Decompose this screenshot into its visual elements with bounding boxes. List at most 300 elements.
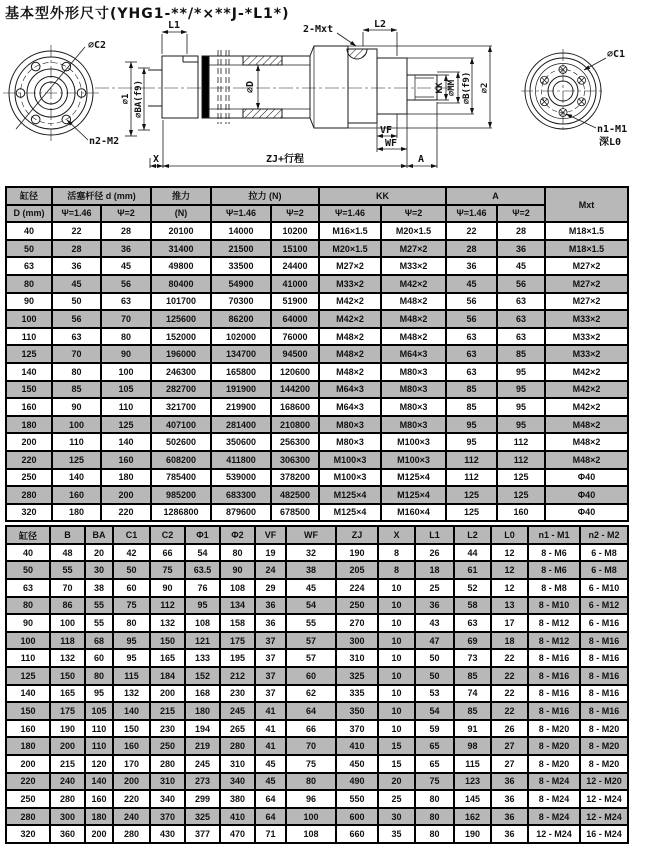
table-cell: 985200 [151,486,211,504]
c1-label: ∅C1 [607,49,626,60]
column-header: A [446,187,545,205]
table-cell: Φ40 [545,469,628,487]
table-cell: 22 [52,222,101,240]
table-cell: 200 [6,433,52,451]
table-cell: 125 [497,469,545,487]
table-row [6,240,628,258]
table-cell: 220 [113,790,150,808]
table-row [6,416,628,434]
table-cell: 110 [101,398,151,416]
column-header: 缸径 [6,187,52,205]
table-cell: 19 [255,544,286,562]
column-header: L0 [491,526,528,544]
column-header: D (mm) [6,205,52,223]
table-cell: 25 [378,790,415,808]
table-cell: 90 [220,561,255,579]
table-cell: 8 - M20 [580,755,628,773]
table-cell: 63 [6,257,52,275]
table-cell: 1286800 [151,504,211,522]
table-cell: 95 [497,381,545,399]
table-cell: 162 [454,808,491,826]
l2-label: L2 [373,19,387,30]
table-cell: 60 [113,579,150,597]
table-cell: 380 [220,790,255,808]
table2-body [6,544,628,843]
table-cell: 8 - M16 [528,702,580,720]
table-cell: 75 [150,561,185,579]
table-cell: M33×2 [381,257,446,275]
table-cell: 42 [113,544,150,562]
table-row [6,790,628,808]
column-header: Ψ=1.46 [211,205,271,223]
table-cell: 160 [52,486,101,504]
table-cell: 37 [255,632,286,650]
table-cell: 80 [415,808,454,826]
table-cell: 280 [6,486,52,504]
table-cell: 56 [101,275,151,293]
table-cell: 108 [286,825,336,843]
table-cell: M33×2 [545,345,628,363]
table-cell: 6 - M10 [580,579,628,597]
table-row [6,310,628,328]
table-row [6,275,628,293]
column-header: Ψ=1.46 [446,205,497,223]
table-cell: 190 [454,825,491,843]
wf-label: WF [384,138,398,149]
table-cell: 64 [255,808,286,826]
table-cell: M125×4 [381,486,446,504]
technical-drawing [0,16,650,186]
table-row [6,398,628,416]
table-cell: 115 [454,755,491,773]
drawing-labels [88,19,627,165]
table-row [6,737,628,755]
table-row [6,614,628,632]
table-row [6,345,628,363]
table-cell: 170 [113,755,150,773]
table-cell: M48×2 [545,433,628,451]
table-cell: 55 [50,561,85,579]
table-cell: 470 [220,825,255,843]
table-cell: 33500 [211,257,271,275]
table-cell: 125 [446,486,497,504]
table-cell: 51900 [271,293,319,311]
table-cell: 75 [286,755,336,773]
table-cell: 63 [446,345,497,363]
table-cell: M27×2 [381,240,446,258]
table-cell: M80×3 [381,363,446,381]
column-header: BA [85,526,113,544]
table-cell: 125600 [151,310,211,328]
table-cell: 8 - M20 [528,755,580,773]
table-row [6,720,628,738]
table-cell: 8 - M16 [580,667,628,685]
mounting-flange [162,56,198,118]
table-cell: M80×3 [381,398,446,416]
phi1-label: ∅1 [121,93,131,105]
column-header: 缸径 [6,526,50,544]
table-cell: 310 [336,649,378,667]
table-cell: M42×2 [319,293,381,311]
table-cell: 200 [150,685,185,703]
table-cell: 140 [85,773,113,791]
table-cell: 60 [286,667,336,685]
table-cell: 105 [101,381,151,399]
table-cell: 250 [150,737,185,755]
front-flange-view [521,49,606,133]
table-cell: 63.5 [185,561,220,579]
table-cell: 80 [6,597,50,615]
table-cell: 205 [336,561,378,579]
table-cell: 65 [415,737,454,755]
table-cell: 47 [415,632,454,650]
table-cell: 55 [85,614,113,632]
table-cell: 50 [6,240,52,258]
table-cell: 683300 [211,486,271,504]
table-cell: M42×2 [545,381,628,399]
table-cell: 41 [255,737,286,755]
table-cell: 64000 [271,310,319,328]
table-cell: 49800 [151,257,211,275]
column-header: C1 [113,526,150,544]
table-cell: 26 [415,544,454,562]
table-cell: 65 [415,755,454,773]
table-cell: 125 [446,504,497,522]
table-cell: 212 [220,667,255,685]
table-cell: 80 [101,328,151,346]
table-cell: M48×2 [319,363,381,381]
table-cell: 105 [85,702,113,720]
column-header: WF [286,526,336,544]
table-cell: 132 [113,685,150,703]
table-cell: 160 [6,398,52,416]
table-cell: 8 [378,561,415,579]
table-cell: 27 [491,737,528,755]
column-header: L2 [454,526,491,544]
table-cell: 12 [491,561,528,579]
table-cell: 35 [378,825,415,843]
table-cell: 112 [446,451,497,469]
table-cell: 299 [185,790,220,808]
table-cell: 502600 [151,433,211,451]
mm-label: ∅MM [447,79,457,97]
table-cell: 482500 [271,486,319,504]
table-cell: 450 [336,755,378,773]
table-cell: 140 [113,702,150,720]
table-cell: 215 [150,702,185,720]
column-header: Φ1 [185,526,220,544]
table-cell: M27×2 [545,275,628,293]
table-cell: M42×2 [381,275,446,293]
table-cell: 678500 [271,504,319,522]
table-cell: 74 [454,685,491,703]
table-cell: 430 [150,825,185,843]
table-cell: M48×2 [381,328,446,346]
table-cell: 121 [185,632,220,650]
table-cell: 80 [52,363,101,381]
column-header: VF [255,526,286,544]
table-cell: 56 [52,310,101,328]
table-cell: 320 [6,504,52,522]
table-cell: 8 - M24 [528,773,580,791]
table-cell: 230 [150,720,185,738]
table-cell: 600 [336,808,378,826]
table-cell: 210800 [271,416,319,434]
table-cell: 76000 [271,328,319,346]
table-cell: 200 [113,773,150,791]
table-cell: 8 - M16 [528,649,580,667]
table-cell: 112 [497,433,545,451]
table-cell: 28 [446,240,497,258]
table-cell: 240 [50,773,85,791]
table-cell: 250 [6,790,50,808]
table-cell: M27×2 [319,257,381,275]
table-cell: 240 [113,808,150,826]
table-cell: 15 [378,737,415,755]
table-row [6,381,628,399]
phi2-label: ∅2 [480,82,490,94]
table-cell: M42×2 [319,310,381,328]
table-cell: 160 [113,737,150,755]
port-2mxt [347,49,367,59]
table-cell: 270 [336,614,378,632]
table-cell: 95 [113,649,150,667]
table-cell: 220 [101,504,151,522]
table-cell: 8 - M16 [528,667,580,685]
table-cell: 70 [50,579,85,597]
table-cell: 27 [491,755,528,773]
table-cell: 95 [497,416,545,434]
table-cell: 300 [50,808,85,826]
table-cell: 110 [6,328,52,346]
table-cell: 112 [150,597,185,615]
table-cell: 340 [220,773,255,791]
table-cell: 36 [415,597,454,615]
table-cell: 100 [52,416,101,434]
table-cell: M27×2 [545,293,628,311]
table-cell: 36 [497,240,545,258]
rear-flange-view [3,45,99,141]
table-cell: 140 [6,685,50,703]
column-header: Ψ=1.46 [319,205,381,223]
table-cell: 6 - M16 [580,614,628,632]
table-cell: 196000 [151,345,211,363]
table-cell: 350600 [211,433,271,451]
table-cell: 95 [85,685,113,703]
table-cell: 36 [491,825,528,843]
table-cell: M18×1.5 [545,240,628,258]
table-cell: 6 - M8 [580,544,628,562]
table-cell: 110 [85,737,113,755]
table-cell: 45 [497,257,545,275]
table-cell: 108 [185,614,220,632]
table-cell: 44 [454,544,491,562]
table-cell: 70300 [211,293,271,311]
table-cell: 80 [286,773,336,791]
table-cell: 80 [415,825,454,843]
table-cell: 6 - M12 [580,597,628,615]
table-cell: 140 [101,433,151,451]
table-cell: 224 [336,579,378,597]
table-cell: 194 [185,720,220,738]
table-cell: 36 [255,597,286,615]
table-cell: 94500 [271,345,319,363]
table-cell: 66 [286,720,336,738]
table-cell: 200 [50,737,85,755]
table-cell: 90 [101,345,151,363]
column-header: ZJ [336,526,378,544]
table-cell: 180 [6,737,50,755]
table-cell: 321700 [151,398,211,416]
table-cell: 150 [6,381,52,399]
table-cell: 220 [6,451,52,469]
table-cell: 8 - M24 [528,808,580,826]
table-cell: 490 [336,773,378,791]
table-cell: 410 [220,808,255,826]
table-row [6,544,628,562]
table-cell: 16 - M24 [580,825,628,843]
table-cell: 220 [6,773,50,791]
table-cell: 265 [220,720,255,738]
table-row [6,773,628,791]
n1-m1-label: n1-M1 [597,124,628,135]
table-cell: 36 [255,614,286,632]
table-cell: 660 [336,825,378,843]
table-cell: 22 [491,702,528,720]
table-cell: 101700 [151,293,211,311]
table-cell: 80 [113,614,150,632]
table-cell: 95 [446,433,497,451]
table-cell: 152000 [151,328,211,346]
table-cell: 245 [185,755,220,773]
table-cell: M100×3 [319,451,381,469]
table-cell: 350 [336,702,378,720]
table-cell: M80×3 [381,381,446,399]
table-cell: 360 [50,825,85,843]
table-cell: M48×2 [381,293,446,311]
table-cell: 280 [50,790,85,808]
table-cell: 80 [85,667,113,685]
table-cell: 190 [336,544,378,562]
table-cell: 22 [491,667,528,685]
table-cell: 152 [185,667,220,685]
table-cell: 31400 [151,240,211,258]
column-header: 活塞杆径 d (mm) [52,187,151,205]
table-cell: M42×2 [545,398,628,416]
table-cell: 215 [50,755,85,773]
table-cell: 45 [255,773,286,791]
table-cell: 28 [101,222,151,240]
table-cell: 15100 [271,240,319,258]
table-cell: M16×1.5 [319,222,381,240]
table-cell: 8 - M12 [528,632,580,650]
table-cell: 168 [185,685,220,703]
table-cell: 95 [113,632,150,650]
table-row [6,451,628,469]
table-cell: 256300 [271,433,319,451]
table-cell: 40 [6,544,50,562]
column-header: Ψ=1.46 [52,205,101,223]
table-cell: 90 [150,579,185,597]
table-cell: 10 [378,579,415,597]
table-cell: 320 [6,825,50,843]
table-cell: 158 [220,614,255,632]
table-cell: 85 [52,381,101,399]
table-cell: 96 [286,790,336,808]
table-cell: 36 [491,773,528,791]
table-cell: 125 [497,486,545,504]
table-cell: 54 [415,702,454,720]
table-cell: 29 [255,579,286,597]
column-header: Φ2 [220,526,255,544]
table-cell: 14000 [211,222,271,240]
table-cell: 91 [454,720,491,738]
column-header: 拉力 (N) [211,187,319,205]
table-row [6,755,628,773]
table-cell: 180 [101,469,151,487]
table-cell: M33×2 [545,328,628,346]
table-cell: 165 [150,649,185,667]
table-cell: 145 [454,790,491,808]
c1-leader-line [584,58,606,70]
table-cell: 98 [454,737,491,755]
table-cell: 50 [113,561,150,579]
tables-area [5,186,627,844]
table-cell: 18 [491,632,528,650]
table-cell: 160 [101,451,151,469]
table-row [6,363,628,381]
table-cell: 200 [85,825,113,843]
table-cell: 100 [6,310,52,328]
table-cell: 80 [6,275,52,293]
table-cell: 21500 [211,240,271,258]
table-cell: 45 [52,275,101,293]
kk-label: KK [435,82,445,94]
table-cell: 57 [286,649,336,667]
table-cell: 53 [415,685,454,703]
table-cell: 85 [497,345,545,363]
table-cell: 539000 [211,469,271,487]
table-cell: 64 [286,702,336,720]
table-cell: 191900 [211,381,271,399]
table-cell: 28 [52,240,101,258]
table-cell: 12 - M24 [580,790,628,808]
table-cell: 102000 [211,328,271,346]
cylinder-head [310,46,348,128]
table-cell: 95 [446,416,497,434]
mounting-dimensions-table [5,525,629,844]
l1-label: L1 [167,20,181,31]
table-cell: 10 [378,702,415,720]
table-cell: 8 - M8 [528,579,580,597]
table-cell: 54 [286,597,336,615]
column-header: L1 [415,526,454,544]
table-row [6,808,628,826]
table-cell: 75 [113,597,150,615]
table-cell: 22 [491,685,528,703]
table-cell: Φ40 [545,504,628,522]
table-cell: 132 [50,649,85,667]
table-cell: 25 [415,579,454,597]
table-cell: 123 [454,773,491,791]
table-cell: 50 [52,293,101,311]
table-cell: 63 [454,614,491,632]
table-cell: 108 [220,579,255,597]
table-cell: 310 [150,773,185,791]
table-cell: 86200 [211,310,271,328]
table-cell: 132 [150,614,185,632]
table-cell: 71 [255,825,286,843]
